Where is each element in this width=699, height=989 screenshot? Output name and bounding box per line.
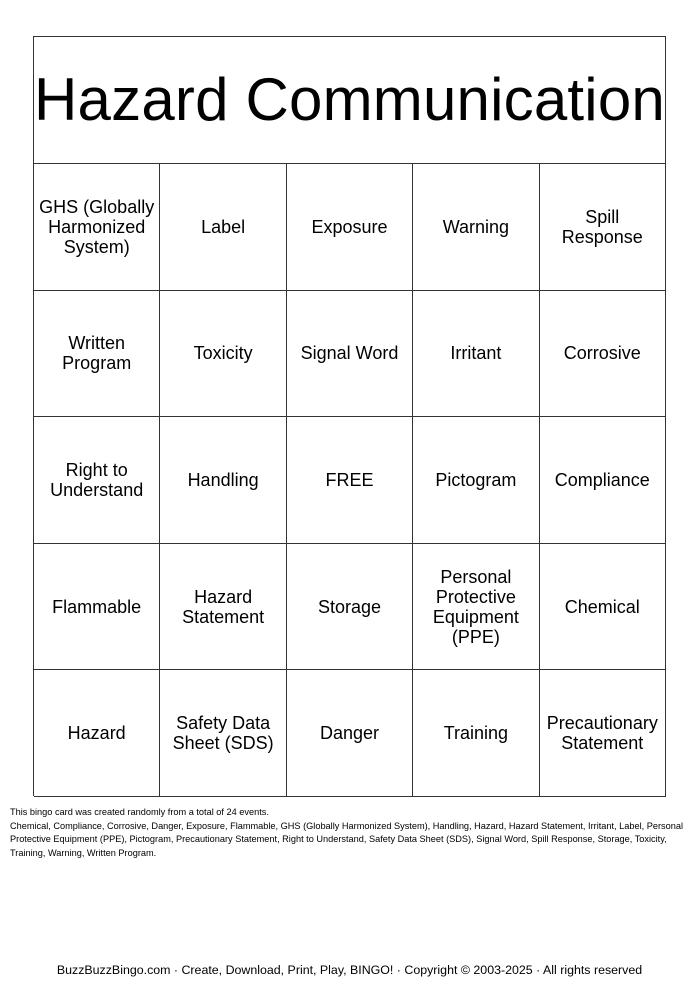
bingo-cell: Chemical (540, 544, 666, 671)
card-title-cell (34, 37, 666, 164)
free-space-cell: FREE (287, 417, 413, 544)
bingo-cell: Precautionary Statement (540, 670, 666, 797)
bingo-cell: Training (413, 670, 539, 797)
card-title: Hazard Communication (34, 66, 665, 133)
bingo-cell: Warning (413, 164, 539, 291)
bingo-cell: Hazard (34, 670, 160, 797)
bingo-cell: Exposure (287, 164, 413, 291)
bingo-cell: Safety Data Sheet (SDS) (160, 670, 286, 797)
bingo-cell: Corrosive (540, 291, 666, 418)
bingo-cell: Flammable (34, 544, 160, 671)
bingo-card (33, 36, 666, 796)
bingo-cell: GHS (Globally Harmonized System) (34, 164, 160, 291)
bingo-cell: Signal Word (287, 291, 413, 418)
bingo-cell: Label (160, 164, 286, 291)
page-footer: BuzzBuzzBingo.com · Create, Download, Print, Play, BINGO! · Copyright © 2003-2025 · All rights reserved (56, 963, 643, 977)
card-info (10, 806, 692, 860)
bingo-cell: Hazard Statement (160, 544, 286, 671)
bingo-cell: Compliance (540, 417, 666, 544)
bingo-cell: Written Program (34, 291, 160, 418)
bingo-cell: Storage (287, 544, 413, 671)
card-info-summary: This bingo card was created randomly from a total of 24 events. (10, 807, 269, 817)
bingo-cell: Pictogram (413, 417, 539, 544)
card-info-events: Chemical, Compliance, Corrosive, Danger, Exposure, Flammable, GHS (Globally Harmonized System), Handling, Hazard, Hazard Statement, Irritant, Label, Personal Protective Equipment (PPE), Pictogram, Precautionary Statement, Right to Understand, Safety Data Sheet (SDS), Signal Word, Spill Response, Storage, Toxicity, Training, Warning, Written Program. (10, 820, 684, 858)
bingo-cell: Spill Response (540, 164, 666, 291)
bingo-cell: Personal Protective Equipment (PPE) (413, 544, 539, 671)
bingo-cell: Handling (160, 417, 286, 544)
bingo-grid (34, 164, 666, 797)
bingo-cell: Toxicity (160, 291, 286, 418)
bingo-cell: Danger (287, 670, 413, 797)
bingo-cell: Right to Understand (34, 417, 160, 544)
bingo-cell: Irritant (413, 291, 539, 418)
